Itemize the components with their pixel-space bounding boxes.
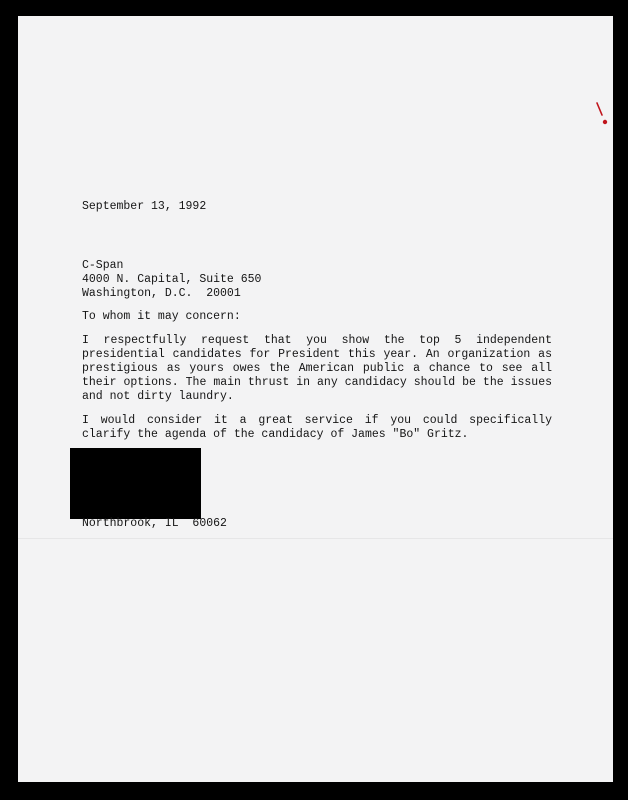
body-paragraph-request: I respectfully request that you show the top 5 independent presidential candidates for President this year. An organization as prestigious as yours owes the American public a chance to see all their options. The main thrust in any candidacy should be the issues and not dirty laundry. xyxy=(82,334,552,403)
body-paragraph-gritz: I would consider it a great service if you could specifically clarify the agenda of the candidacy of James "Bo" Gritz. xyxy=(82,414,552,441)
recipient-city-line: Washington, D.C. 20001 xyxy=(82,287,241,300)
recipient-street: 4000 N. Capital, Suite 650 xyxy=(82,273,262,286)
letter-page xyxy=(18,16,613,782)
redaction-block xyxy=(70,448,201,519)
letter-body xyxy=(82,200,552,466)
sender-city-line: Northbrook, IL 60062 xyxy=(82,517,227,530)
letter-date: September 13, 1992 xyxy=(82,200,207,213)
recipient-name: C-Span xyxy=(82,259,124,272)
paper-fold-line xyxy=(18,538,613,539)
red-pen-mark-icon xyxy=(594,100,608,126)
recipient-address xyxy=(82,259,552,301)
salutation: To whom it may concern: xyxy=(82,310,241,323)
